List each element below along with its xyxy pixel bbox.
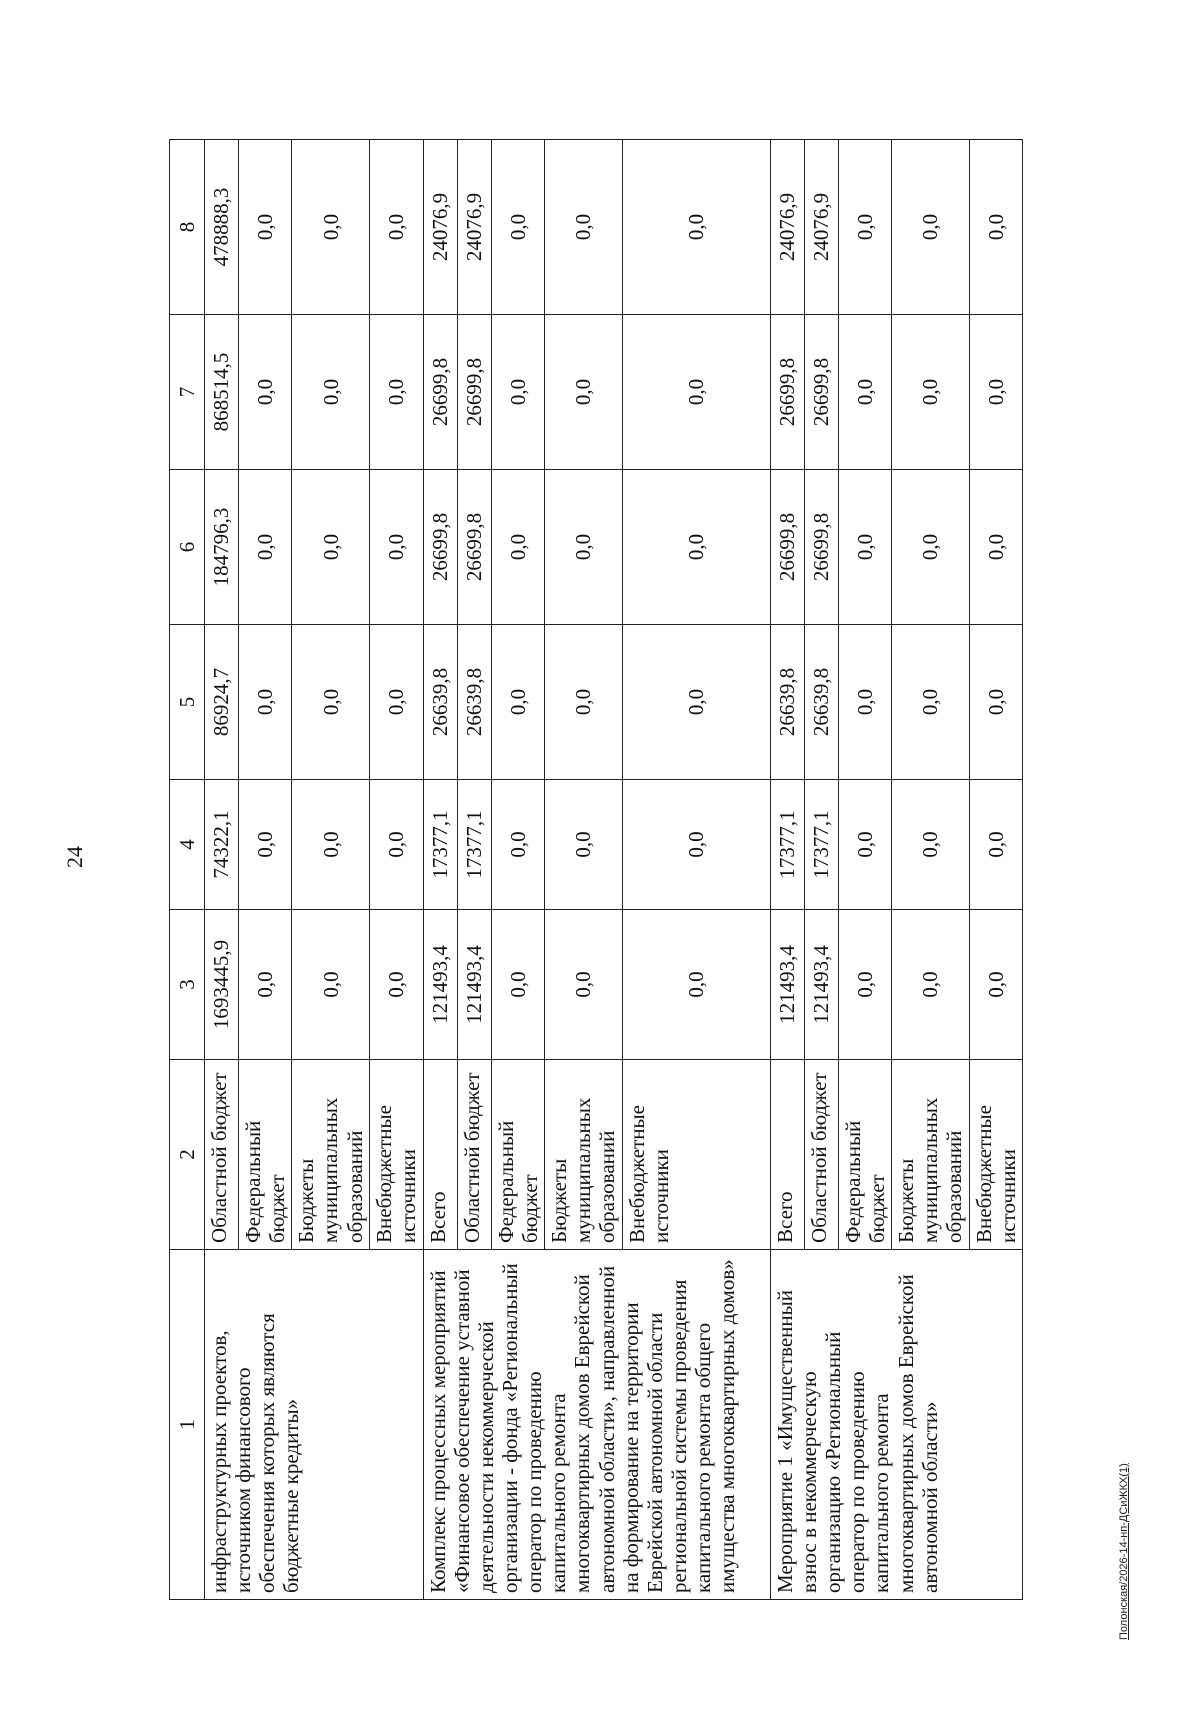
- amount-cell: 0,0: [491, 910, 544, 1060]
- column-header: 8: [170, 140, 205, 315]
- amount-cell: 121493,4: [457, 910, 491, 1060]
- amount-cell: 0,0: [370, 780, 423, 910]
- amount-cell: 74322,1: [205, 780, 239, 910]
- amount-cell: 26639,8: [457, 625, 491, 780]
- amount-cell: 121493,4: [770, 910, 804, 1060]
- amount-cell: 0,0: [292, 140, 370, 315]
- amount-cell: 0,0: [491, 780, 544, 910]
- activity-description: Комплекс процессных мероприятий «Финансовое обеспечение уставной деятельности некоммерческой организации - фонда «Региональный оператор по проведению капитального ремонта многоквартирных домов Еврейской автономной области», направленной на формирование на территории Еврейской автономной области региональной системы проведения капитального ремонта общего имущества многоквартирных домов»: [423, 1250, 770, 1600]
- amount-cell: 17377,1: [423, 780, 457, 910]
- amount-cell: 0,0: [622, 315, 770, 470]
- amount-cell: 0,0: [544, 140, 622, 315]
- amount-cell: 0,0: [838, 315, 891, 470]
- funding-table: [169, 139, 1023, 1600]
- amount-cell: 0,0: [969, 780, 1022, 910]
- funding-source: Внебюджетные источники: [370, 1060, 423, 1250]
- column-header: 7: [170, 315, 205, 470]
- column-header: 3: [170, 910, 205, 1060]
- funding-source: Областной бюджет: [205, 1060, 239, 1250]
- amount-cell: 0,0: [969, 625, 1022, 780]
- amount-cell: 0,0: [239, 470, 292, 625]
- amount-cell: 0,0: [892, 315, 969, 470]
- column-header: 6: [170, 470, 205, 625]
- amount-cell: 0,0: [239, 780, 292, 910]
- amount-cell: 86924,7: [205, 625, 239, 780]
- amount-cell: 0,0: [969, 910, 1022, 1060]
- funding-table-sheet: [169, 140, 1109, 1600]
- amount-cell: 0,0: [622, 140, 770, 315]
- amount-cell: 26639,8: [804, 625, 838, 780]
- amount-cell: 0,0: [969, 470, 1022, 625]
- amount-cell: 0,0: [544, 780, 622, 910]
- amount-cell: 0,0: [622, 780, 770, 910]
- table-body: [205, 140, 1023, 1600]
- amount-cell: 0,0: [892, 625, 969, 780]
- amount-cell: 0,0: [370, 140, 423, 315]
- amount-cell: 0,0: [544, 470, 622, 625]
- column-header: 2: [170, 1060, 205, 1250]
- amount-cell: 26699,8: [770, 470, 804, 625]
- amount-cell: 0,0: [622, 470, 770, 625]
- funding-source: Внебюджетные источники: [969, 1060, 1022, 1250]
- amount-cell: 478888,3: [205, 140, 239, 315]
- amount-cell: 26699,8: [804, 470, 838, 625]
- amount-cell: 0,0: [838, 780, 891, 910]
- column-header: 1: [170, 1250, 205, 1600]
- column-header: 5: [170, 625, 205, 780]
- amount-cell: 26699,8: [423, 315, 457, 470]
- amount-cell: 26699,8: [457, 470, 491, 625]
- amount-cell: 26639,8: [423, 625, 457, 780]
- page-number: 24: [62, 846, 87, 868]
- amount-cell: 0,0: [292, 470, 370, 625]
- amount-cell: 0,0: [491, 625, 544, 780]
- amount-cell: 0,0: [370, 910, 423, 1060]
- table-row: [770, 140, 804, 1600]
- amount-cell: 0,0: [239, 625, 292, 780]
- amount-cell: 0,0: [292, 315, 370, 470]
- amount-cell: 26699,8: [770, 315, 804, 470]
- amount-cell: 26639,8: [770, 625, 804, 780]
- amount-cell: 0,0: [292, 910, 370, 1060]
- amount-cell: 17377,1: [457, 780, 491, 910]
- column-header: 4: [170, 780, 205, 910]
- amount-cell: 0,0: [491, 140, 544, 315]
- activity-description: Мероприятие 1 «Имущественный взнос в некоммерческую организацию «Региональный оператор по проведению капитального ремонта многоквартирных домов Еврейской автономной области»: [770, 1250, 1022, 1600]
- amount-cell: 0,0: [292, 625, 370, 780]
- funding-source: Внебюджетные источники: [622, 1060, 770, 1250]
- table-row: [205, 140, 239, 1600]
- funding-source: Федеральный бюджет: [239, 1060, 292, 1250]
- table-row: [423, 140, 457, 1600]
- amount-cell: 0,0: [838, 910, 891, 1060]
- funding-source: Федеральный бюджет: [838, 1060, 891, 1250]
- table-header-row: [170, 140, 205, 1600]
- amount-cell: 1693445,9: [205, 910, 239, 1060]
- amount-cell: 24076,9: [770, 140, 804, 315]
- amount-cell: 0,0: [544, 315, 622, 470]
- amount-cell: 0,0: [838, 470, 891, 625]
- funding-source: Всего: [423, 1060, 457, 1250]
- amount-cell: 0,0: [892, 470, 969, 625]
- funding-source: Бюджеты муниципальных образований: [544, 1060, 622, 1250]
- amount-cell: 0,0: [491, 470, 544, 625]
- funding-source: Бюджеты муниципальных образований: [892, 1060, 969, 1250]
- amount-cell: 184796,3: [205, 470, 239, 625]
- amount-cell: 0,0: [622, 910, 770, 1060]
- amount-cell: 0,0: [370, 315, 423, 470]
- amount-cell: 24076,9: [804, 140, 838, 315]
- footer-reference: Полонская/2026-14-нп-ДСиЖКХ(1): [1118, 1463, 1130, 1640]
- amount-cell: 17377,1: [804, 780, 838, 910]
- amount-cell: 17377,1: [770, 780, 804, 910]
- amount-cell: 26699,8: [804, 315, 838, 470]
- amount-cell: 0,0: [892, 140, 969, 315]
- amount-cell: 0,0: [370, 625, 423, 780]
- funding-source: Областной бюджет: [457, 1060, 491, 1250]
- funding-source: Всего: [770, 1060, 804, 1250]
- amount-cell: 26699,8: [423, 470, 457, 625]
- amount-cell: 26699,8: [457, 315, 491, 470]
- amount-cell: 0,0: [969, 315, 1022, 470]
- amount-cell: 0,0: [491, 315, 544, 470]
- amount-cell: 0,0: [969, 140, 1022, 315]
- amount-cell: 0,0: [892, 780, 969, 910]
- amount-cell: 0,0: [892, 910, 969, 1060]
- amount-cell: 0,0: [544, 910, 622, 1060]
- amount-cell: 0,0: [239, 910, 292, 1060]
- amount-cell: 868514,5: [205, 315, 239, 470]
- amount-cell: 0,0: [544, 625, 622, 780]
- amount-cell: 0,0: [838, 140, 891, 315]
- amount-cell: 0,0: [239, 140, 292, 315]
- amount-cell: 121493,4: [423, 910, 457, 1060]
- funding-source: Федеральный бюджет: [491, 1060, 544, 1250]
- funding-source: Областной бюджет: [804, 1060, 838, 1250]
- amount-cell: 121493,4: [804, 910, 838, 1060]
- activity-description: инфраструктурных проектов, источником финансового обеспечения которых являются бюджетные кредиты»: [205, 1250, 424, 1600]
- amount-cell: 24076,9: [457, 140, 491, 315]
- amount-cell: 0,0: [292, 780, 370, 910]
- funding-source: Бюджеты муниципальных образований: [292, 1060, 370, 1250]
- amount-cell: 0,0: [239, 315, 292, 470]
- amount-cell: 24076,9: [423, 140, 457, 315]
- amount-cell: 0,0: [838, 625, 891, 780]
- amount-cell: 0,0: [622, 625, 770, 780]
- amount-cell: 0,0: [370, 470, 423, 625]
